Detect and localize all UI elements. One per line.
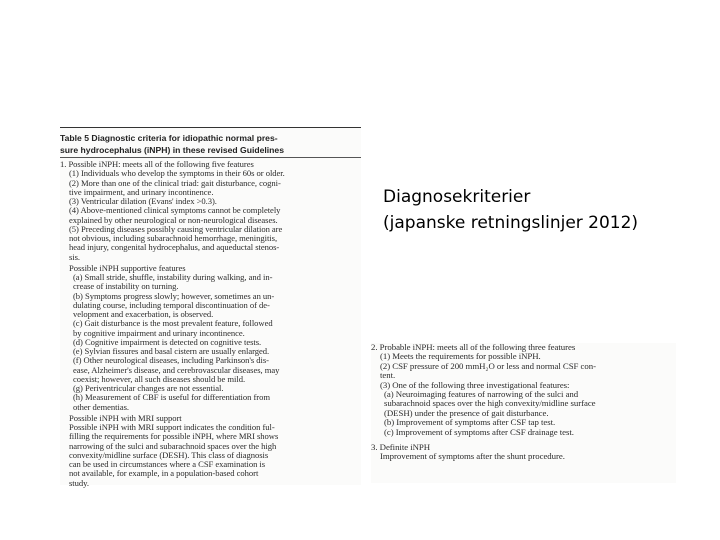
- table-line: (3) One of the following three investigational features:: [380, 379, 570, 390]
- table-line: convexity/midline surface (DESH). This class of diagnosis: [69, 449, 269, 460]
- table-line: sis.: [69, 251, 81, 262]
- table-line: (1) Meets the requirements for possible iNPH.: [380, 351, 541, 362]
- table-line: (b) Improvement of symptoms after CSF tap test.: [384, 417, 556, 428]
- table-line: (c) Improvement of symptoms after CSF drainage test.: [384, 426, 574, 437]
- slide-heading-line-1: Diagnosekriterier: [383, 187, 531, 207]
- table-line: not obvious, including subarachnoid hemorrhage, meningitis,: [69, 233, 278, 243]
- table-line: (g) Periventricular changes are not essential.: [73, 383, 224, 393]
- table-line: (5) Preceding diseases possibly causing ventricular dilation are: [69, 223, 283, 234]
- table-line: 1. Possible iNPH: meets all of the following five features: [60, 159, 254, 169]
- table-line: dulating course, including temporal discontinuation of de-: [73, 299, 270, 310]
- table-line: narrowing of the sulci and subarachnoid spaces over the high: [69, 440, 277, 451]
- table-line: 2. Probable iNPH: meets all of the following three features: [371, 342, 576, 352]
- table-line: velopment and exacerbation, is observed.: [73, 309, 214, 319]
- table-line: Improvement of symptoms after the shunt procedure.: [380, 451, 565, 462]
- table-line: (h) Measurement of CBF is useful for differentiation from: [73, 392, 270, 403]
- criteria-table-right-excerpt: [371, 343, 676, 483]
- table-line: filling the requirements for possible iNPH, where MRI shows: [69, 431, 279, 442]
- table-subheading: Possible iNPH with MRI support: [69, 412, 182, 423]
- table-line: (a) Small stride, shuffle, instability during walking, and in-: [73, 272, 273, 282]
- table-line: (2) CSF pressure of 200 mmH₂O or less and normal CSF con-: [380, 360, 596, 371]
- table-line: (b) Symptoms progress slowly; however, sometimes an un-: [73, 290, 275, 301]
- table-line: (4) Above-mentioned clinical symptoms cannot be completely: [69, 205, 281, 216]
- table-line: (2) More than one of the clinical triad: gait disturbance, cogni-: [69, 177, 281, 188]
- table-line: tive impairment, and urinary incontinence.: [69, 186, 214, 197]
- table-title-line-2: sure hydrocephalus (iNPH) in these revised Guidelines: [60, 145, 284, 155]
- table-line: 3. Definite iNPH: [371, 442, 431, 453]
- table-line: by cognitive impairment and urinary incontinence.: [73, 327, 245, 338]
- table-line: Possible iNPH with MRI support indicates the condition ful-: [69, 422, 275, 432]
- table-line: subarachnoid spaces over the high convexity/midline surface: [384, 398, 596, 409]
- table-line: not available, for example, in a population-based cohort: [69, 468, 259, 479]
- slide-heading-line-2: (japanske retningslinjer 2012): [383, 213, 639, 233]
- criteria-table-left-excerpt: [60, 127, 361, 488]
- table-line: (1) Individuals who develop the symptoms in their 60s or older.: [69, 168, 285, 179]
- table-line: (3) Ventricular dilation (Evans' index >0.3).: [69, 196, 217, 206]
- table-line: head injury, congenital hydrocephalus, and aqueductal stenos-: [69, 242, 280, 253]
- table-line: other dementias.: [73, 401, 129, 412]
- table-line: (e) Sylvian fissures and basal cistern are usually enlarged.: [73, 346, 270, 356]
- table-line: (DESH) under the presence of gait disturbance.: [384, 407, 549, 418]
- table-title-line-1: Table 5 Diagnostic criteria for idiopathic normal pres-: [60, 133, 278, 143]
- table-line: can be used in circumstances where a CSF examination is: [69, 459, 266, 469]
- table-line: explained by other neurological or non-neurological diseases.: [69, 214, 278, 225]
- title-top-rule: [60, 127, 361, 128]
- table-line: tent.: [380, 370, 396, 381]
- slide-heading: [383, 184, 713, 236]
- table-line: coexist; however, all such diseases should be mild.: [73, 373, 246, 384]
- table-line: (d) Cognitive impairment is detected on cognitive tests.: [73, 336, 262, 347]
- table-line: crease of instability on turning.: [73, 281, 179, 292]
- table-line: study.: [69, 477, 89, 488]
- table-line: (c) Gait disturbance is the most prevalent feature, followed: [73, 318, 273, 329]
- table-line: (a) Neuroimaging features of narrowing of the sulci and: [384, 389, 579, 400]
- table-line: (f) Other neurological diseases, including Parkinson's dis-: [73, 355, 269, 366]
- table-line: ease, Alzheimer's disease, and cerebrovascular diseases, may: [73, 364, 280, 375]
- title-bottom-rule: [60, 157, 361, 158]
- table-subheading: Possible iNPH supportive features: [69, 262, 186, 273]
